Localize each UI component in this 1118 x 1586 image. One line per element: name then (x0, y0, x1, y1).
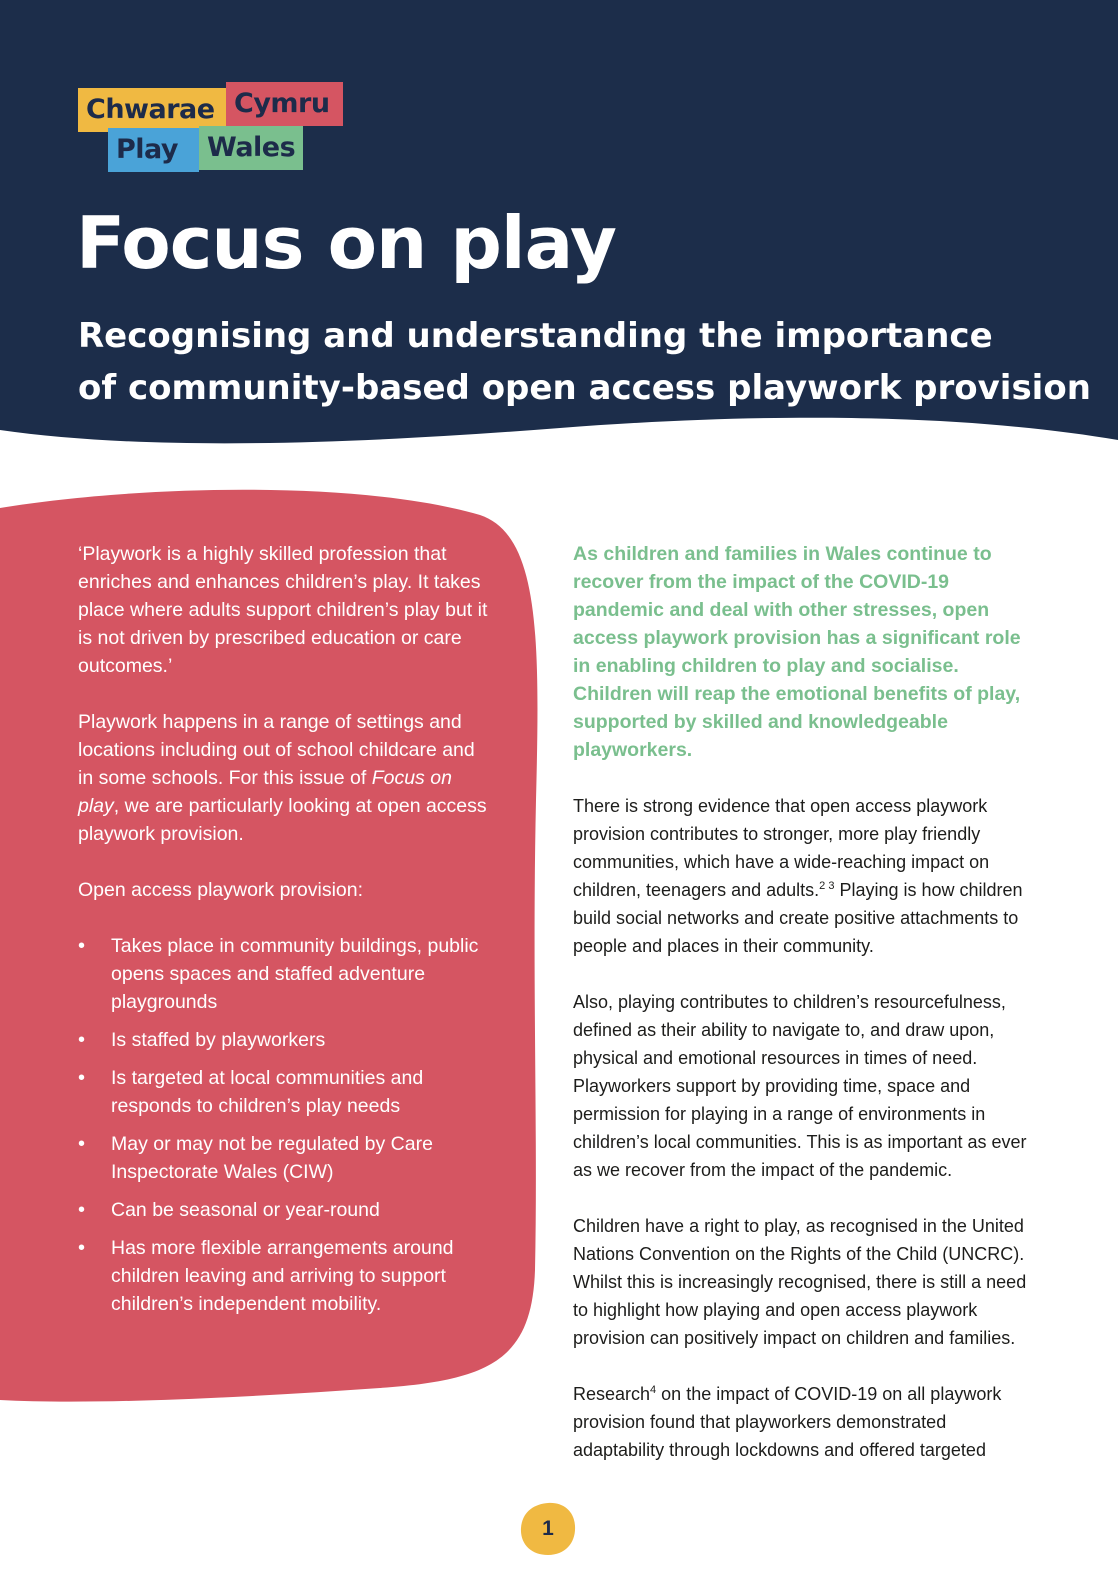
provision-list (78, 932, 488, 1318)
evidence-paragraph (573, 792, 1033, 960)
playwork-quote: ‘Playwork is a highly skilled profession that enriches and enhances children’s play. It takes place where adults support children’s play but it is not driven by prescribed education or care outcomes.’ (78, 543, 488, 677)
list-item: • May or may not be regulated by Care Inspectorate Wales (CIW) (78, 1130, 488, 1186)
research-paragraph (573, 1380, 1033, 1464)
list-intro: Open access playwork provision: (78, 879, 364, 901)
settings-text-end: , we are particularly looking at open access playwork provision. (78, 795, 487, 845)
playwork-settings-paragraph (78, 708, 488, 848)
list-item: • Has more flexible arrangements around children leaving and arriving to support children’s independent mobility. (78, 1234, 488, 1318)
logo-play-tile: Play (108, 128, 199, 172)
research-word: Research (573, 1384, 651, 1404)
evidence-text-end: Playing is how children build social networks and create positive attachments to people and places in their community. (573, 880, 1023, 956)
research-text: on the impact of COVID-19 on all playwork provision found that playworkers demonstrated adaptability through lockdowns and offered targeted (573, 1384, 1002, 1460)
resourcefulness-paragraph: Also, playing contributes to children’s resourcefulness, defined as their ability to navigate to, and draw upon, physical and emotional resources in times of need. Playworkers support by providing time, space and permission for playing in a range of environments in children’s local communities. This is as important as ever as we recover from the impact of the pandemic. (573, 992, 1027, 1180)
logo-cymru-tile: Cymru (226, 82, 343, 126)
page-subtitle (78, 310, 1091, 414)
play-wales-logo (78, 82, 348, 172)
list-item: • Is targeted at local communities and responds to children’s play needs (78, 1064, 488, 1120)
publication-name: Focus on play (78, 767, 452, 817)
list-item: • Is staffed by playworkers (78, 1026, 488, 1054)
main-column (573, 540, 1033, 1492)
settings-text-start: Playwork happens in a range of settings and locations including out of school childcare and in some schools. For this issue of (78, 711, 475, 789)
reference-marker: 2 3 (819, 880, 835, 892)
rights-paragraph: Children have a right to play, as recognised in the United Nations Convention on the Rights of the Child (UNCRC). Whilst this is increasingly recognised, there is still a need to highlight how playing and open access playwork provision can positively impact on children and families. (573, 1216, 1027, 1348)
list-item: • Takes place in community buildings, public opens spaces and staffed adventure playgrounds (78, 932, 488, 1016)
evidence-text-start: There is strong evidence that open access playwork provision contributes to stronger, more play friendly communities, which have a wide-reaching impact on children, teenagers and adults. (573, 796, 990, 900)
lead-paragraph: As children and families in Wales continue to recover from the impact of the COVID-19 pandemic and deal with other stresses, open access playwork provision has a significant role in enabling children to play and socialise. Children will reap the emotional benefits of play, supported by skilled and knowledgeable playworkers. (573, 543, 1021, 761)
list-item: • Can be seasonal or year-round (78, 1196, 488, 1224)
subtitle-line-2: of community-based open access playwork provision (78, 368, 1091, 408)
reference-marker: 4 (650, 1384, 657, 1396)
logo-wales-tile: Wales (199, 126, 303, 170)
left-panel (78, 540, 488, 1328)
page-number: 1 (542, 1517, 554, 1540)
page-number-badge (518, 1500, 578, 1558)
subtitle-line-1: Recognising and understanding the importance (78, 316, 993, 356)
page-title: Focus on play (76, 201, 616, 285)
logo-chwarae-tile: Chwarae (78, 88, 228, 132)
